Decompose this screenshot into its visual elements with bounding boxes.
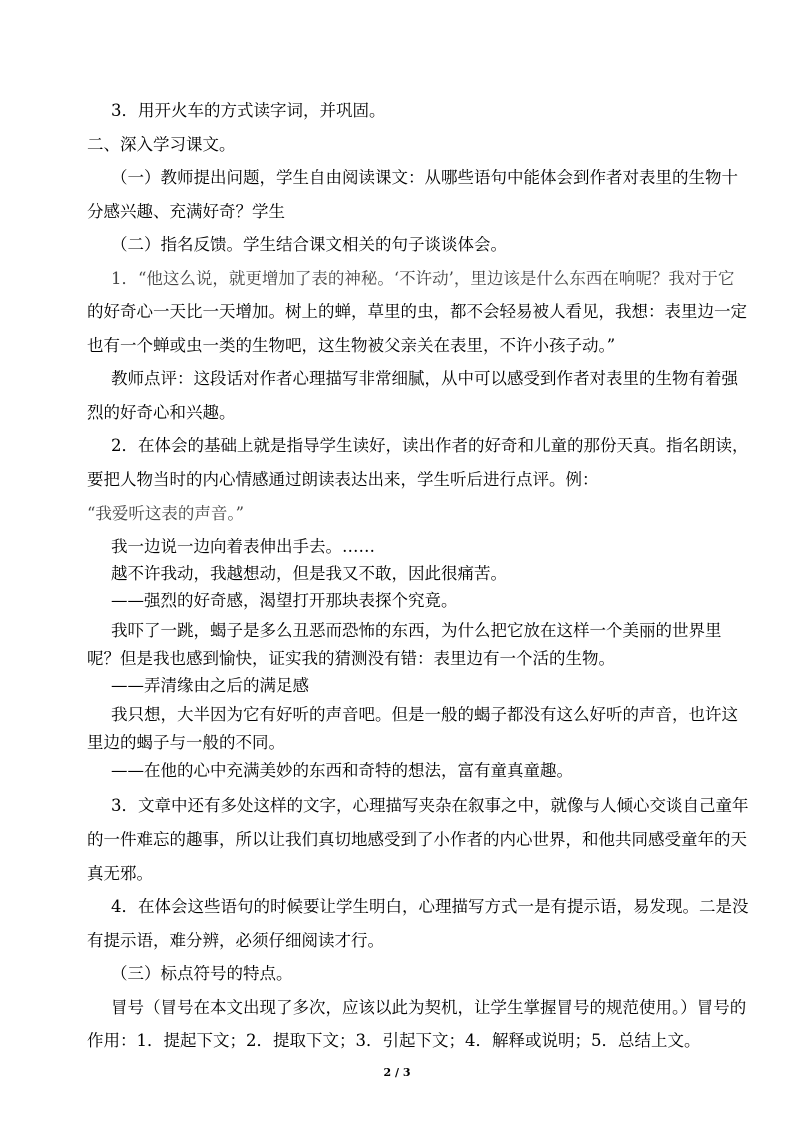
text-line: 4．在体会这些语句的时候要让学生明白，心理描写方式一是有提示语，易发现。二是没	[111, 897, 749, 916]
text-line: 的好奇心一天比一天增加。树上的蝉，草里的虫，都不会轻易被人看见，我想：表里边一定	[87, 302, 747, 321]
text-line: 我只想，大半因为它有好听的声音吧。但是一般的蝎子都没有这么好听的声音，也许这	[111, 705, 738, 724]
text-line: 也有一个蝉或虫一类的生物吧，这生物被父亲关在表里，不许小孩子动。”	[87, 336, 616, 355]
text-line: （一）教师提出问题，学生自由阅读课文：从哪些语句中能体会到作者对表里的生物十	[111, 168, 738, 187]
text-line: （三）标点符号的特点。	[111, 964, 293, 983]
text-line: 的一件难忘的趣事，所以让我们真切地感受到了小作者的内心世界，和他共同感受童年的天	[87, 830, 747, 849]
text-line: 我吓了一跳，蝎子是多么丑恶而恐怖的东西，为什么把它放在这样一个美丽的世界里	[111, 621, 722, 640]
text-line: 2．在体会的基础上就是指导学生读好，读出作者的好奇和儿童的那份天真。指名朗读，	[111, 436, 749, 455]
quote-line: “我爱听这表的声音。”	[87, 504, 245, 523]
text-line: 作用：1．提起下文；2．提取下文；3．引起下文；4．解释或说明；5．总结上文。	[87, 1031, 701, 1050]
text-line: 3．文章中还有多处这样的文字，心理描写夹杂在叙事之中，就像与人倾心交谈自己童年	[111, 796, 749, 815]
text-line: 里边的蝎子与一般的不同。	[87, 733, 285, 752]
text-line: （二）指名反馈。学生结合课文相关的句子谈谈体会。	[111, 235, 507, 254]
text-line: 3．用开火车的方式读字词，并巩固。	[111, 101, 386, 120]
text-line: 呢？但是我也感到愉快，证实我的猜测没有错：表里边有一个活的生物。	[87, 649, 615, 668]
text-line: 分感兴趣、充满好奇？学生	[87, 202, 285, 221]
text-line: 有提示语，难分辨，必须仔细阅读才行。	[87, 931, 384, 950]
text-line: 我一边说一边向着表伸出手去。……	[111, 537, 375, 556]
text-line: 教师点评：这段话对作者心理描写非常细腻，从中可以感受到作者对表里的生物有着强	[111, 369, 738, 388]
text-line: 冒号（冒号在本文出现了多次，应该以此为契机，让学生掌握冒号的规范使用。）冒号的	[111, 998, 747, 1017]
text-line: 越不许我动，我越想动，但是我又不敢，因此很痛苦。	[111, 564, 507, 583]
page-number: 2 / 3	[383, 1066, 411, 1079]
text-line: ——在他的心中充满美妙的东西和奇特的想法，富有童真童趣。	[111, 761, 573, 780]
text-line: ——强烈的好奇感，渴望打开那块表探个究竟。	[111, 591, 458, 610]
text-line: ——弄清缘由之后的满足感	[111, 676, 309, 695]
section-heading: 二、深入学习课文。	[87, 135, 236, 154]
text-line: 1．“他这么说，就更增加了表的神秘。‘不许动’，里边该是什么东西在响呢？我对于它	[111, 269, 735, 288]
text-line: 要把人物当时的内心情感通过朗读表达出来，学生听后进行点评。例：	[87, 470, 599, 489]
text-line: 真无邪。	[87, 864, 153, 883]
text-line: 烈的好奇心和兴趣。	[87, 403, 236, 422]
